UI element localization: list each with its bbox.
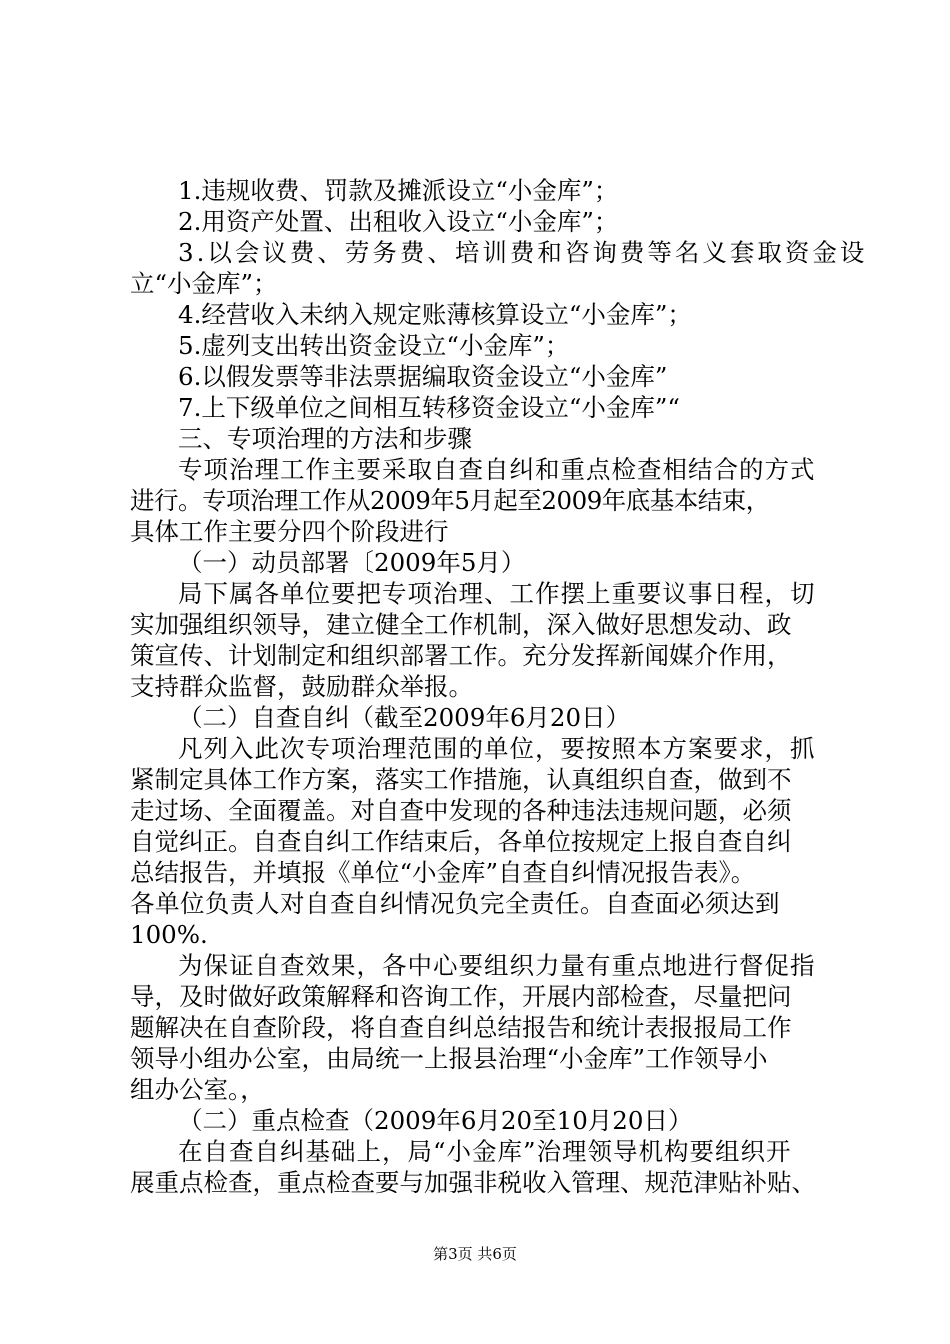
text-line: 7.上下级单位之间相互转移资金设立“小金库”“ <box>178 393 680 422</box>
section-heading: 三、专项治理的方法和步骤 <box>178 424 472 453</box>
text-line: 凡列入此次专项治理范围的单位，要按照本方案要求，抓 <box>178 734 816 763</box>
text-line: 支持群众监督，鼓励群众举报。 <box>130 672 473 701</box>
subsection-heading: （一）动员部署〔2009年5月） <box>178 548 526 577</box>
subsection-heading: （二）自查自纠（截至2009年6月20日） <box>178 703 631 732</box>
text-line: 策宣传、计划制定和组织部署工作。充分发挥新闻媒介作用， <box>130 641 792 670</box>
text-line: 实加强组织领导，建立健全工作机制，深入做好思想发动、政 <box>130 610 792 639</box>
text-line: 1.违规收费、罚款及摊派设立“小金库”； <box>178 176 619 205</box>
text-line: 5.虚列支出转出资金设立“小金库”； <box>178 331 570 360</box>
text-line: 在自查自纠基础上，局“小金库”治理领导机构要组织开 <box>178 1137 792 1166</box>
text-line: 进行。专项治理工作从2009年5月起至2009年底基本结束， <box>130 486 770 515</box>
text-line: 4.经营收入未纳入规定账薄核算设立“小金库”； <box>178 300 692 329</box>
text-line: 立“小金库”； <box>130 269 278 298</box>
text-line: 总结报告，并填报《单位“小金库”自查自纠情况报告表》。 <box>130 858 756 887</box>
text-line: 组办公室。， <box>130 1075 265 1104</box>
text-line: 100%. <box>130 920 208 949</box>
text-line: 6.以假发票等非法票据编取资金设立“小金库” <box>178 362 668 391</box>
text-line: 走过场、全面覆盖。对自查中发现的各种违法违规问题，必须 <box>130 796 792 825</box>
text-line: 各单位负责人对自查自纠情况负完全责任。自查面必须达到 <box>130 889 780 918</box>
text-line: 3.以会议费、劳务费、培训费和咨询费等名义套取资金设 <box>178 238 868 267</box>
text-line: 自觉纠正。自查自纠工作结束后，各单位按规定上报自查自纠 <box>130 827 792 856</box>
text-line: 为保证自查效果，各中心要组织力量有重点地进行督促指 <box>178 951 816 980</box>
text-line: 导，及时做好政策解释和咨询工作，开展内部检查，尽量把问 <box>130 982 792 1011</box>
text-line: 具体工作主要分四个阶段进行 <box>130 517 449 546</box>
text-line: 专项治理工作主要采取自查自纠和重点检查相结合的方式 <box>178 455 816 484</box>
page-footer: 第3页 共6页 <box>433 1245 517 1263</box>
subsection-heading: （二）重点检查（2009年6月20至10月20日） <box>178 1106 693 1135</box>
text-line: 领导小组办公室，由局统一上报县治理“小金库”工作领导小 <box>130 1044 768 1073</box>
text-line: 紧制定具体工作方案，落实工作措施，认真组织自查，做到不 <box>130 765 792 794</box>
text-line: 局下属各单位要把专项治理、工作摆上重要议事日程，切 <box>178 579 816 608</box>
text-line: 展重点检查，重点检查要与加强非税收入管理、规范津贴补贴、 <box>130 1168 816 1197</box>
text-line: 2.用资产处置、出租收入设立“小金库”； <box>178 207 619 236</box>
text-line: 题解决在自查阶段，将自查自纠总结报告和统计表报报局工作 <box>130 1013 792 1042</box>
